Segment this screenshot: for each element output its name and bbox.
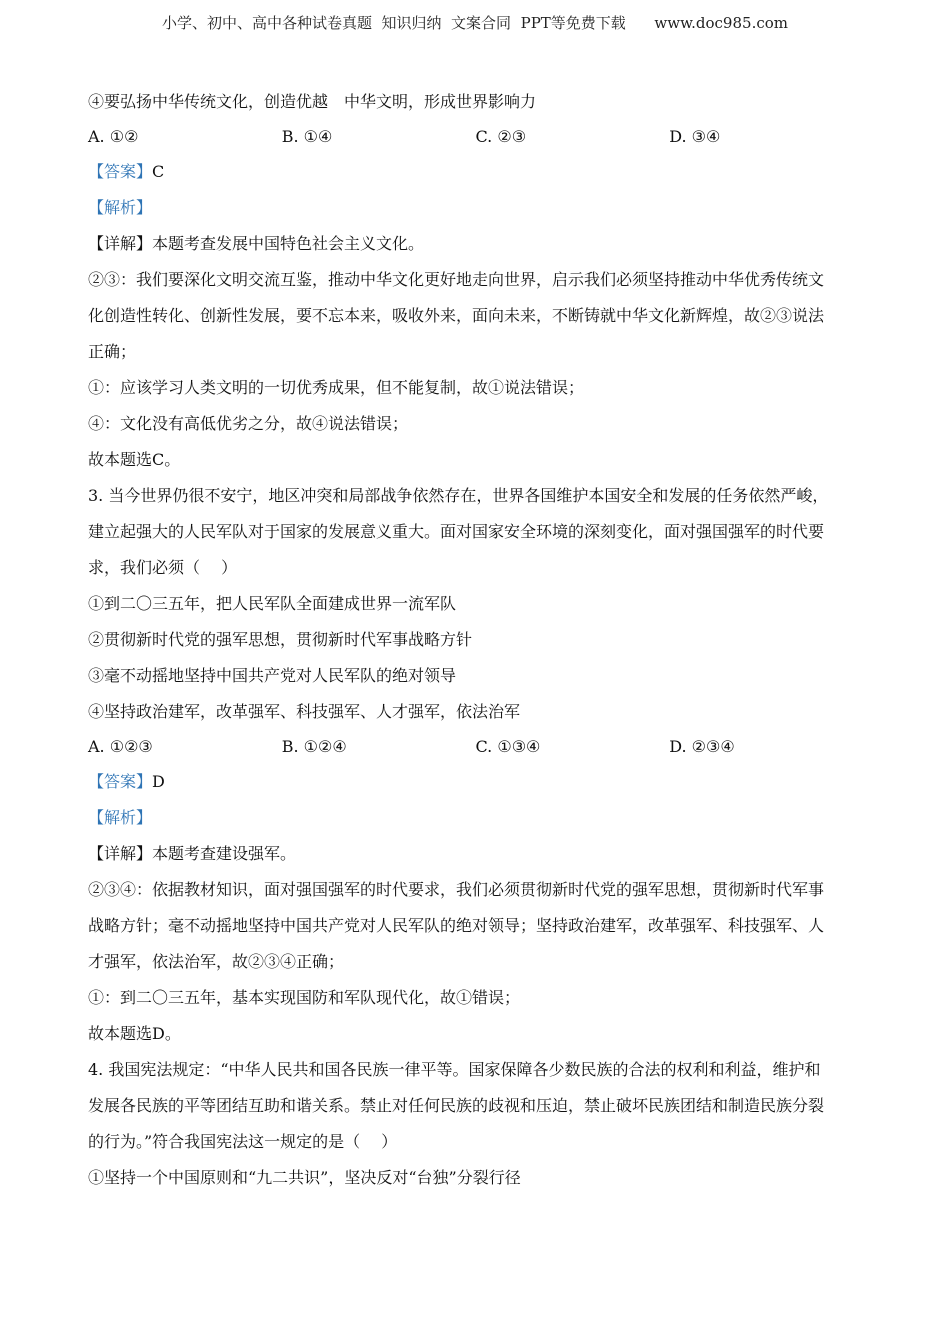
q3-item-4: ④坚持政治建军，改革强军、科技强军、人才强军，依法治军	[88, 702, 521, 721]
q3-para2: ①：到二〇三五年，基本实现国防和军队现代化，故①错误；	[88, 988, 521, 1007]
q2-analysis	[88, 190, 863, 226]
q2-para3: ④：文化没有高低优劣之分，故④说法错误；	[88, 414, 409, 433]
answer-label: 【答案】	[88, 772, 153, 791]
page-header: 小学、初中、高中各种试卷真题 知识归纳 文案合同 PPT等免费下载 www.doc985.com	[161, 14, 788, 32]
q3-item-2: ②贯彻新时代党的强军思想，贯彻新时代军事战略方针	[88, 630, 473, 649]
q3-options	[88, 730, 863, 764]
answer-value: D	[152, 772, 165, 791]
detail-text: 本题考查发展中国特色社会主义文化。	[152, 234, 425, 253]
q3-analysis	[88, 800, 863, 836]
q2-conclusion: 故本题选C。	[88, 450, 181, 469]
q3-stem-line3: 求，我们必须（ ）	[88, 558, 238, 577]
document-body	[88, 84, 863, 1196]
q3-para1-line2: 战略方针；毫不动摇地坚持中国共产党对人民军队的绝对领导；坚持政治建军，改革强军、科技强军、人	[88, 916, 825, 935]
q3-option-c: C. ①③④	[475, 737, 541, 756]
q3-item-1: ①到二〇三五年，把人民军队全面建成世界一流军队	[88, 594, 457, 613]
q3-option-d: D. ②③④	[669, 737, 735, 756]
analysis-label: 【解析】	[88, 808, 153, 827]
q2-para1-line1: ②③：我们要深化文明交流互鉴，推动中华文化更好地走向世界，启示我们必须坚持推动中华优秀传统文	[88, 270, 825, 289]
q2-options	[88, 120, 863, 154]
q3-stem-line2: 建立起强大的人民军队对于国家的发展意义重大。面对国家安全环境的深刻变化，面对强国强军的时代要	[88, 522, 825, 541]
q3-option-b: B. ①②④	[281, 737, 347, 756]
detail-label: 【详解】	[88, 234, 153, 253]
q2-item-4: ④要弘扬中华传统文化，创造优越 中华文明，形成世界影响力	[88, 92, 537, 111]
q3-answer	[88, 764, 863, 800]
q2-para1-line3: 正确；	[88, 342, 137, 361]
q2-option-b: B. ①④	[281, 127, 333, 146]
q3-para1-line1: ②③④：依据教材知识，面对强国强军的时代要求，我们必须贯彻新时代党的强军思想，贯彻新时代军事	[88, 880, 825, 899]
q2-detail	[88, 226, 863, 262]
analysis-label: 【解析】	[88, 198, 153, 217]
q3-detail	[88, 836, 863, 872]
q2-para2: ①：应该学习人类文明的一切优秀成果，但不能复制，故①说法错误；	[88, 378, 585, 397]
q3-stem-line1: 3. 当今世界仍很不安宁，地区冲突和局部战争依然存在，世界各国维护本国安全和发展的任务依然严峻，	[88, 486, 829, 505]
q3-para1-line3: 才强军，依法治军，故②③④正确；	[88, 952, 345, 971]
q2-option-a: A. ①②	[88, 127, 139, 146]
q3-conclusion: 故本题选D。	[88, 1024, 181, 1043]
answer-value: C	[152, 162, 165, 181]
q3-item-3: ③毫不动摇地坚持中国共产党对人民军队的绝对领导	[88, 666, 457, 685]
detail-text: 本题考查建设强军。	[152, 844, 297, 863]
detail-label: 【详解】	[88, 844, 153, 863]
q3-option-a: A. ①②③	[88, 737, 153, 756]
q2-para1-line2: 化创造性转化、创新性发展，要不忘本来，吸收外来，面向未来，不断铸就中华文化新辉煌，故②③说法	[88, 306, 825, 325]
q4-stem-line1: 4. 我国宪法规定：“中华人民共和国各民族一律平等。国家保障各少数民族的合法的权利和利益，维护和	[88, 1060, 821, 1079]
answer-label: 【答案】	[88, 162, 153, 181]
q4-item-1: ①坚持一个中国原则和“九二共识”，坚决反对“台独”分裂行径	[88, 1168, 521, 1187]
q2-option-d: D. ③④	[669, 127, 721, 146]
q4-stem-line3: 的行为。”符合我国宪法这一规定的是（ ）	[88, 1132, 398, 1151]
q2-answer	[88, 154, 863, 190]
q4-stem-line2: 发展各民族的平等团结互助和谐关系。禁止对任何民族的歧视和压迫，禁止破坏民族团结和制造民族分裂	[88, 1096, 825, 1115]
q2-option-c: C. ②③	[475, 127, 527, 146]
